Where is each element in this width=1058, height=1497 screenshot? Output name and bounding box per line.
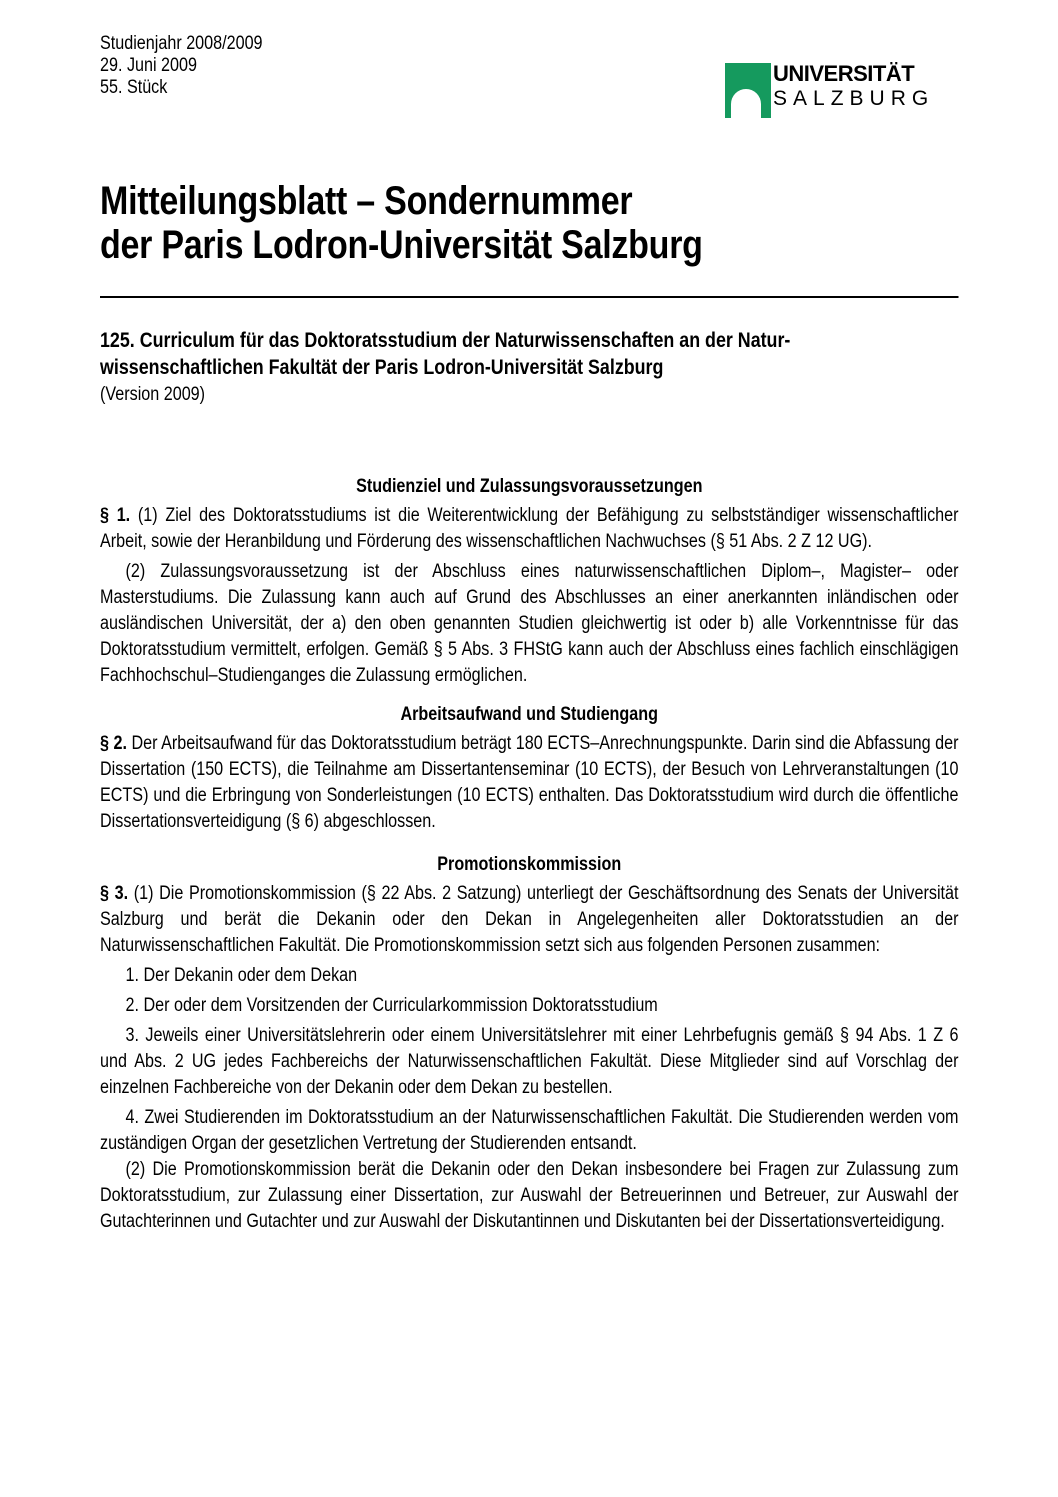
section-symbol-3: § 3.: [100, 883, 129, 904]
university-logo: [725, 61, 934, 118]
page-title: [100, 179, 959, 267]
section-heading-arbeitsaufwand: Arbeitsaufwand und Studiengang: [400, 704, 658, 725]
paragraph-s2-1: [100, 731, 959, 835]
section-heading-studienziel: Studienziel und Zulassungsvoraussetzungen: [356, 476, 703, 497]
commission-member-list: [100, 963, 959, 1157]
article-heading: [100, 327, 959, 408]
title-divider: [100, 296, 959, 298]
list-item-1: 1. Der Dekanin oder dem Dekan: [125, 965, 358, 986]
section-symbol-1: § 1.: [100, 505, 131, 526]
paragraph-s2-1-text: Der Arbeitsaufwand für das Doktoratsstudium beträgt 180 ECTS–Anrechnungspunkte. Darin sind die Abfassung der Dissertation (150 ECTS), die Teilnahme am Dissertantenseminar (10 ECTS), der Besuch von Lehrveranstaltungen (10 ECTS) und die Erbringung von Sonderleistungen (10 ECTS) enthalten. Das Doktoratsstudium wird durch die öffentliche Dissertationsverteidigung (§ 6) abgeschlossen.: [100, 733, 959, 832]
list-item-4: 4. Zwei Studierenden im Doktoratsstudium an der Naturwissenschaftlichen Fakultät. Die Studierenden werden vom zuständigen Organ der gesetzlichen Vertretung der Studierenden entsandt.: [100, 1107, 959, 1154]
section-heading-promotionskommission: Promotionskommission: [437, 854, 622, 875]
paragraph-s1-1-text: (1) Ziel des Doktoratsstudiums ist die Weiterentwicklung der Befähigung zu selbstständiger wissenschaftlicher Arbeit, sowie der Heranbildung und Förderung des wissenschaftlichen Nachwuchses (§ 51 Abs. 2 Z 12 UG).: [100, 505, 959, 552]
paragraph-s1-1: [100, 503, 959, 555]
logo-wordmark: [773, 61, 934, 111]
paragraph-s3-1-text: (1) Die Promotionskommission (§ 22 Abs. 2 Satzung) unterliegt der Geschäftsordnung des Senats der Universität Salzburg und berät die Dekanin oder den Dekan in Angelegenheiten aller Doktoratsstudien an der Naturwissenschaftlichen Fakultät. Die Promotionskommission setzt sich aus folgenden Personen zusammen:: [100, 883, 959, 956]
logo-wordmark-salzburg: SALZBURG: [773, 87, 935, 110]
section-symbol-2: § 2.: [100, 733, 127, 754]
logo-wordmark-universitat: UNIVERSITÄT: [773, 61, 915, 86]
list-item-3: 3. Jeweils einer Universitätslehrerin oder einem Universitätslehrer mit einer Lehrbefugnis gemäß § 94 Abs. 1 Z 6 und Abs. 2 UG jedes Fachbereichs der Naturwissenschaftlichen Fakultät. Diese Mitglieder sind auf Vorschlag der einzelnen Fachbereiche von der Dekanin oder dem Dekan zu bestellen.: [100, 1025, 959, 1098]
article-version: (Version 2009): [100, 384, 206, 405]
masthead-stueck: 55. Stück: [100, 77, 168, 98]
list-item-2: 2. Der oder dem Vorsitzenden der Curricularkommission Doktoratsstudium: [125, 995, 658, 1016]
logo-square-icon: [725, 63, 771, 118]
paragraph-s3-1: [100, 881, 959, 959]
article-heading-line1: 125. Curriculum für das Doktoratsstudium der Naturwissenschaften an der Natur-: [100, 329, 791, 352]
masthead-studienjahr: Studienjahr 2008/2009: [100, 33, 263, 54]
paragraph-s3-2: (2) Die Promotionskommission berät die Dekanin oder den Dekan insbesondere bei Fragen zur Zulassung zum Doktoratsstudium, zur Zulassung einer Dissertation, zur Auswahl der Betreuerinnen und Betreuer, zur Auswahl der Gutachterinnen und Gutachter und zur Auswahl der Diskutantinnen und Diskutanten bei der Dissertationsverteidigung.: [100, 1159, 959, 1232]
page-title-line2: der Paris Lodron-Universität Salzburg: [100, 223, 703, 267]
article-heading-line2: wissenschaftlichen Fakultät der Paris Lodron-Universität Salzburg: [100, 356, 664, 379]
logo-arch-icon: [731, 89, 761, 118]
document-content: [100, 0, 959, 1235]
masthead-date: 29. Juni 2009: [100, 55, 197, 76]
page-title-line1: Mitteilungsblatt – Sondernummer: [100, 179, 633, 223]
paragraph-s1-2: (2) Zulassungsvoraussetzung ist der Abschluss eines naturwissenschaftlichen Diplom–, Magister– oder Masterstudiums. Die Zulassung kann auch auf Grund des Abschlusses an einer anerkannten inländischen oder ausländischen Universität, der a) den oben genannten Studien gleichwertig ist oder b) alle Vorkenntnisse für das Doktoratsstudium vermittelt, erfolgen. Gemäß § 5 Abs. 3 FHStG kann auch der Abschluss eines fachlich einschlägigen Fachhochschul–Studienganges die Zulassung ermöglichen.: [100, 561, 959, 686]
